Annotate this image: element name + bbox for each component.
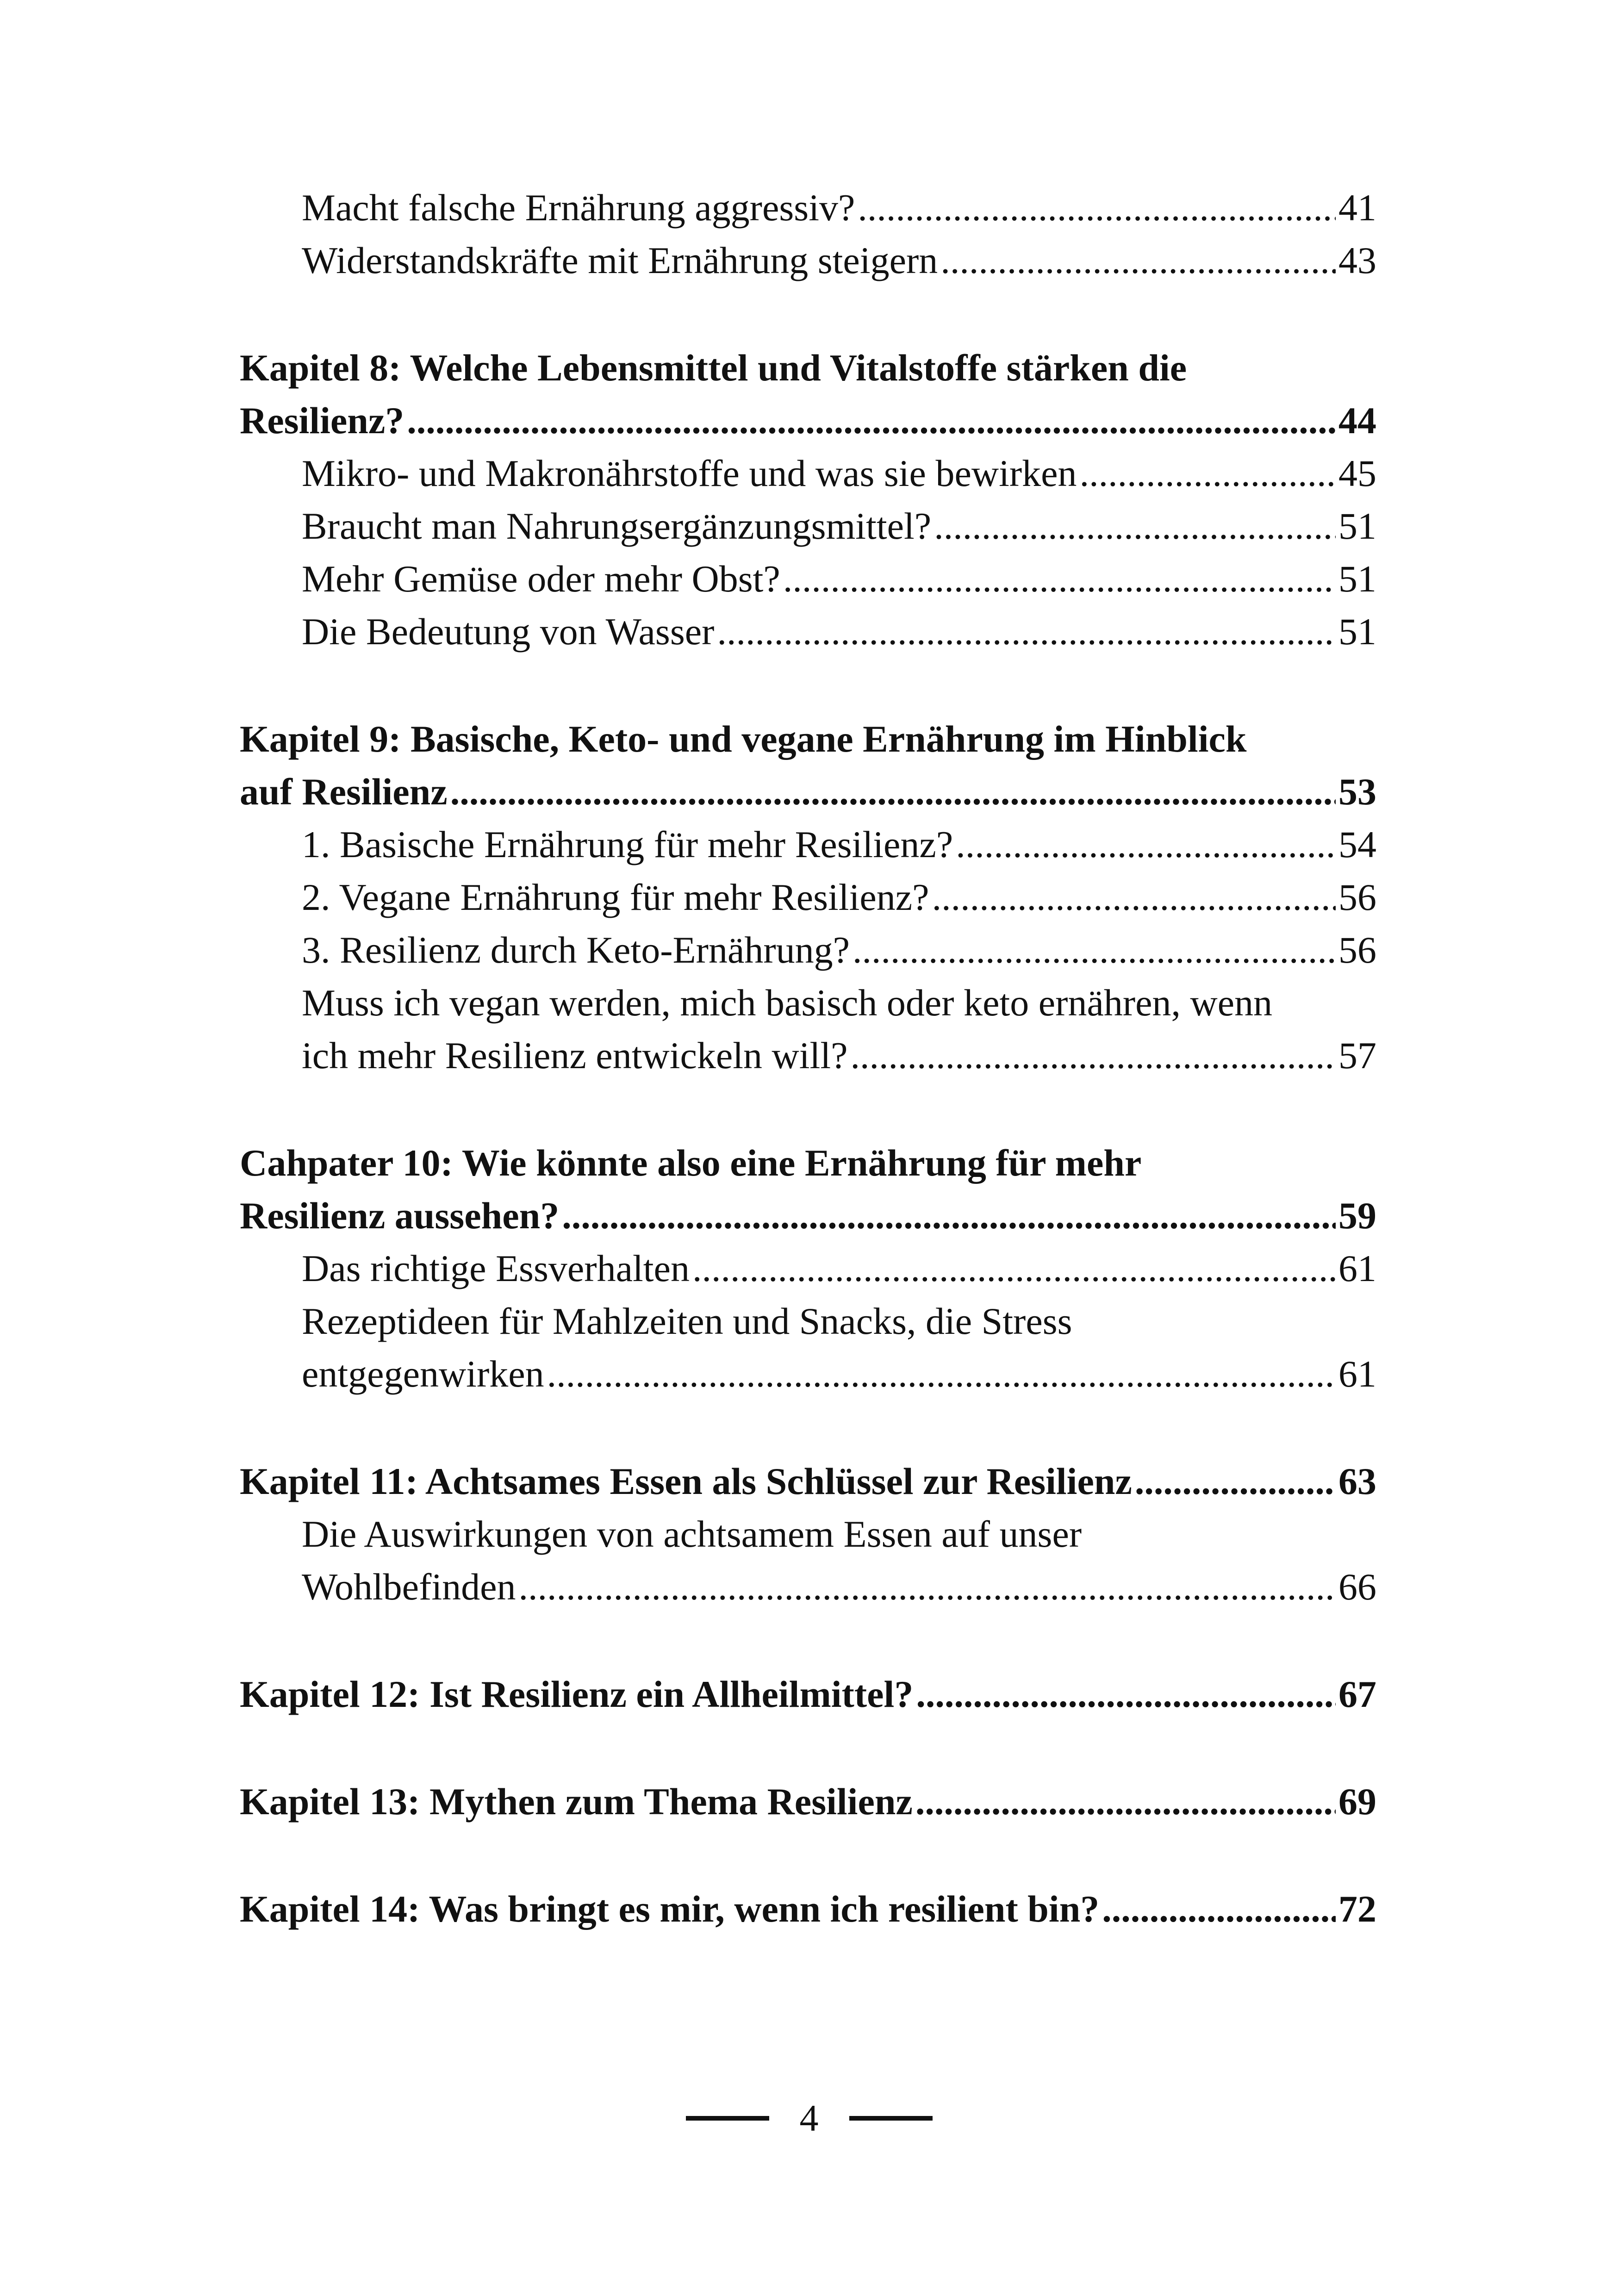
dot-leader	[915, 1775, 1336, 1828]
toc-page-number: 57	[1338, 1034, 1376, 1076]
toc-entry-title: Cahpater 10: Wie könnte also eine Ernährung für mehr	[240, 1142, 1142, 1184]
toc-chapter-entry[interactable]	[240, 713, 1376, 765]
toc-entry-title: 1. Basische Ernährung für mehr Resilienz?	[302, 823, 953, 865]
toc-page-number: 69	[1338, 1780, 1376, 1823]
toc-entry-title: Muss ich vegan werden, mich basisch oder keto ernähren, wenn	[302, 982, 1273, 1024]
toc-subentry[interactable]	[240, 447, 1376, 500]
toc-entry-title: Kapitel 8: Welche Lebensmittel und Vitalstoffe stärken die	[240, 347, 1187, 389]
toc-subentry[interactable]	[240, 1348, 1376, 1400]
toc-chapter-entry[interactable]	[240, 1137, 1376, 1189]
toc-entry-title: ich mehr Resilienz entwickeln will?	[302, 1034, 848, 1076]
toc-chapter-entry[interactable]	[240, 1883, 1376, 1935]
toc-page-number: 53	[1338, 771, 1376, 813]
page-footer	[0, 2097, 1618, 2140]
toc-entry-title: auf Resilienz	[240, 771, 448, 813]
toc-subentry[interactable]	[240, 1029, 1376, 1082]
toc-entry-title: entgegenwirken	[302, 1353, 544, 1395]
dot-leader	[783, 553, 1336, 605]
toc-page-number: 43	[1338, 239, 1376, 281]
toc-entry-title: Kapitel 13: Mythen zum Thema Resilienz	[240, 1780, 913, 1823]
toc-chapter-entry[interactable]	[240, 342, 1376, 394]
section-gap	[240, 658, 1376, 713]
toc-subentry[interactable]	[240, 1295, 1376, 1348]
dot-leader	[934, 500, 1336, 553]
toc-page-number: 56	[1338, 876, 1376, 918]
dot-leader	[932, 871, 1336, 924]
toc-page-number: 45	[1338, 452, 1376, 494]
toc-subentry[interactable]	[240, 500, 1376, 553]
dot-leader	[547, 1348, 1336, 1400]
toc-page-number: 61	[1338, 1353, 1376, 1395]
toc-page-number: 41	[1338, 187, 1376, 229]
page-number: 4	[799, 2097, 819, 2139]
toc-entry-title: Kapitel 9: Basische, Keto- und vegane Ernährung im Hinblick	[240, 718, 1247, 760]
dot-leader	[407, 394, 1336, 447]
dot-leader	[851, 1029, 1336, 1082]
toc-chapter-entry[interactable]	[240, 1455, 1376, 1508]
toc-page-number: 51	[1338, 505, 1376, 547]
footer-rule-right	[849, 2116, 933, 2121]
toc-page-number: 66	[1338, 1566, 1376, 1608]
toc-subentry[interactable]	[240, 605, 1376, 658]
toc-subentry[interactable]	[240, 924, 1376, 977]
toc-page-number: 72	[1338, 1888, 1376, 1930]
toc-entry-title: Braucht man Nahrungsergänzungsmittel?	[302, 505, 932, 547]
toc-chapter-entry[interactable]	[240, 1668, 1376, 1721]
toc-entry-title: Rezeptideen für Mahlzeiten und Snacks, die Stress	[302, 1300, 1072, 1342]
dot-leader	[956, 818, 1336, 871]
toc-chapter-entry[interactable]	[240, 1189, 1376, 1242]
toc-subentry[interactable]	[240, 181, 1376, 234]
toc-entry-title: Resilienz aussehen?	[240, 1195, 560, 1237]
toc-chapter-entry[interactable]	[240, 394, 1376, 447]
toc-page-number: 61	[1338, 1247, 1376, 1289]
toc-chapter-entry[interactable]	[240, 765, 1376, 818]
dot-leader	[717, 605, 1336, 658]
toc-page-number: 51	[1338, 558, 1376, 600]
toc-entry-title: Macht falsche Ernährung aggressiv?	[302, 187, 855, 229]
toc-subentry[interactable]	[240, 1242, 1376, 1295]
toc-subentry[interactable]	[240, 553, 1376, 605]
toc-page-number: 44	[1338, 399, 1376, 442]
dot-leader	[450, 765, 1336, 818]
section-gap	[240, 287, 1376, 342]
dot-leader	[1135, 1455, 1336, 1508]
dot-leader	[858, 181, 1336, 234]
toc-subentry[interactable]	[240, 818, 1376, 871]
section-gap	[240, 1613, 1376, 1668]
dot-leader	[1102, 1883, 1336, 1935]
dot-leader	[940, 234, 1336, 287]
dot-leader	[519, 1561, 1336, 1613]
section-gap	[240, 1082, 1376, 1137]
toc-page-number: 67	[1338, 1673, 1376, 1715]
toc-entry-title: Resilienz?	[240, 399, 404, 442]
toc-entry-title: Kapitel 11: Achtsames Essen als Schlüssel zur Resilienz	[240, 1460, 1132, 1502]
footer-rule-left	[686, 2116, 769, 2121]
toc-page-number: 56	[1338, 929, 1376, 971]
dot-leader	[916, 1668, 1336, 1721]
toc-entry-title: Kapitel 14: Was bringt es mir, wenn ich resilient bin?	[240, 1888, 1100, 1930]
section-gap	[240, 1721, 1376, 1775]
dot-leader	[1080, 447, 1336, 500]
toc-page-number: 63	[1338, 1460, 1376, 1502]
toc-page-number: 54	[1338, 823, 1376, 865]
dot-leader	[562, 1189, 1336, 1242]
dot-leader	[692, 1242, 1336, 1295]
toc-entry-title: Die Auswirkungen von achtsamem Essen auf unser	[302, 1513, 1082, 1555]
section-gap	[240, 1400, 1376, 1455]
toc-entry-title: Kapitel 12: Ist Resilienz ein Allheilmittel?	[240, 1673, 914, 1715]
toc-subentry[interactable]	[240, 1508, 1376, 1561]
toc-entry-title: Mehr Gemüse oder mehr Obst?	[302, 558, 780, 600]
toc-subentry[interactable]	[240, 871, 1376, 924]
toc-entry-title: Widerstandskräfte mit Ernährung steigern	[302, 239, 938, 281]
section-gap	[240, 1828, 1376, 1883]
toc-entry-title: Das richtige Essverhalten	[302, 1247, 690, 1289]
toc-entry-title: Wohlbefinden	[302, 1566, 516, 1608]
toc-subentry[interactable]	[240, 234, 1376, 287]
toc-entry-title: Die Bedeutung von Wasser	[302, 610, 715, 653]
table-of-contents	[240, 181, 1376, 1935]
toc-subentry[interactable]	[240, 977, 1376, 1029]
dot-leader	[853, 924, 1336, 977]
toc-entry-title: Mikro- und Makronährstoffe und was sie bewirken	[302, 452, 1077, 494]
toc-chapter-entry[interactable]	[240, 1775, 1376, 1828]
toc-page-number: 51	[1338, 610, 1376, 653]
toc-entry-title: 2. Vegane Ernährung für mehr Resilienz?	[302, 876, 929, 918]
toc-page-number: 59	[1338, 1195, 1376, 1237]
toc-subentry[interactable]	[240, 1561, 1376, 1613]
toc-entry-title: 3. Resilienz durch Keto-Ernährung?	[302, 929, 850, 971]
